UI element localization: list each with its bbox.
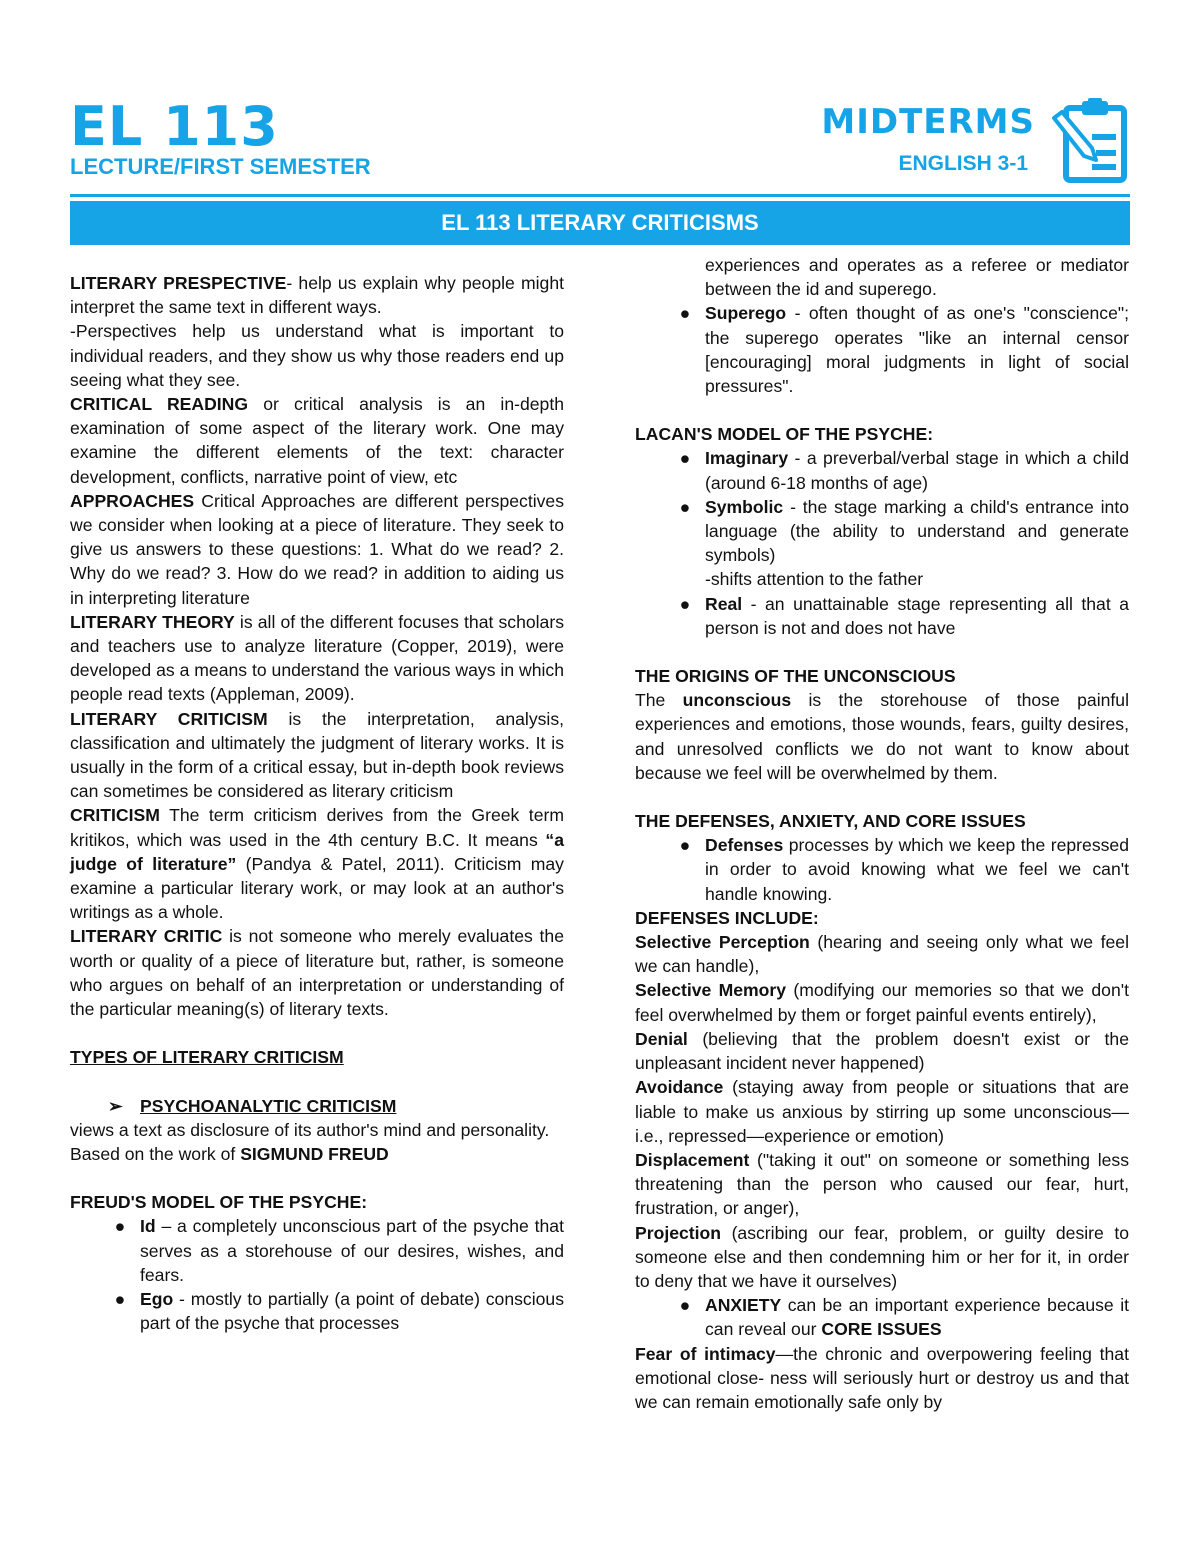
list-item — [635, 301, 1129, 398]
text: (Pandya & Patel, 2011). Criticism may examine a particular literary work, or may look at an author's writings as a whole. — [70, 853, 564, 923]
term: CORE ISSUES — [821, 1319, 942, 1340]
def-item — [635, 1075, 1129, 1148]
text: The — [635, 690, 683, 711]
text: is the interpretation, analysis, classification and ultimately the judgment of literary works. It is usually in the form of a critical essay, but in-depth book reviews can sometimes be considered as literary criticism — [70, 708, 565, 802]
right-column — [635, 253, 1129, 1414]
heading-defenses-include: DEFENSES INCLUDE: — [635, 907, 819, 928]
paragraph-psycho: views a text as disclosure of its author's mind and personality. — [70, 1119, 550, 1140]
superego-list — [635, 301, 1129, 398]
text: Based on the work of — [70, 1143, 241, 1164]
term: LITERARY PRESPECTIVE — [70, 273, 287, 293]
text: (believing that the problem doesn't exist or the unpleasant incident never happened) — [635, 1028, 1129, 1074]
paragraph-perspectives: -Perspectives help us understand what is important to individual readers, and they show us why those readers end up seeing what they see. — [70, 321, 564, 390]
term: Denial — [635, 1028, 688, 1049]
text: (staying away from people or situations that are liable to make us anxious by stirring up some unconscious—i.e., repressed—experience or emotion) — [635, 1077, 1129, 1146]
paragraph-unconscious — [635, 688, 1129, 785]
text: is the storehouse of those painful experiences and emotions, those wounds, fears, guilty desires, and unresolved conflicts we do not want to know about because we feel will be overwhelmed by them. — [635, 690, 1129, 783]
list-item — [635, 495, 1129, 592]
text: (ascribing our fear, problem, or guilty desire to someone else and then condemning him or her for it, in order to deny that we have it ourselves) — [635, 1222, 1129, 1291]
text: - an unattainable stage representing all that a person is not and does not have — [705, 593, 1129, 638]
text: is all of the different focuses that scholars and teachers use to analyze literature (Copper, 2019), were developed as a means to understand the various ways in which people read texts (Appleman, 2009). — [70, 611, 565, 705]
list-item — [70, 1214, 564, 1287]
header-right — [770, 98, 1130, 188]
bullet-icon: ● — [679, 303, 691, 324]
text: (modifying our memories so that we don't feel overwhelmed by them or forget painful events entirely), — [635, 980, 1129, 1025]
bullet-icon: ● — [679, 496, 691, 517]
def-item — [635, 978, 1129, 1026]
text: - the stage marking a child's entrance into language (the ability to understand and generate symbols) — [705, 496, 1129, 566]
text: Critical Approaches are different perspectives we consider when looking at a piece of literature. They seek to give us answers to these questions: 1. What do we read? 2. Why do we read? 3. How do we read? in addition to aiding us in interpreting literature — [70, 490, 564, 608]
text: - help us explain why people might interpret the same text in different ways. — [70, 273, 565, 318]
text: is not someone who merely evaluates the worth or quality of a piece of literature but, rather, is someone who argues on behalf of an interpretation or understanding of the particular meaning(s) of literary texts. — [70, 926, 564, 1020]
text: - a preverbal/verbal stage in which a child (around 6-18 months of age) — [705, 448, 1129, 493]
bullet-icon: ● — [679, 835, 691, 856]
paragraph-literary-theory — [70, 610, 564, 707]
text: or critical analysis is an in-depth examination of some aspect of the literary work. One may examine the different elements of the text: character development, conflicts, narrative point of view, etc — [70, 394, 564, 487]
bullet-icon: ● — [114, 1216, 126, 1237]
paragraph-literary-critic — [70, 924, 564, 1021]
def-item — [635, 1221, 1129, 1294]
quote: “a judge of literature” — [70, 829, 564, 874]
text: can be an important experience because it can reveal our — [705, 1295, 1129, 1340]
term: Defenses — [705, 835, 784, 856]
term: CRITICISM — [70, 805, 160, 826]
name: SIGMUND FREUD — [240, 1143, 389, 1164]
course-subtitle: LECTURE/FIRST SEMESTER — [70, 154, 371, 179]
term: LITERARY CRITICISM — [70, 708, 268, 729]
text: – a completely unconscious part of the psyche that serves as a storehouse of our desires, wishes, and fears. — [140, 1216, 564, 1285]
arrow-bullet-icon: ➢ — [108, 1095, 123, 1116]
paragraph-literary-perspective — [70, 271, 564, 319]
term: Symbolic — [705, 496, 784, 517]
bullet-icon: ● — [114, 1288, 126, 1309]
header-left — [70, 95, 371, 180]
term: Id — [140, 1216, 156, 1237]
paragraph-critical-reading — [70, 392, 564, 489]
heading-types: TYPES OF LITERARY CRITICISM — [70, 1047, 344, 1068]
left-column — [70, 271, 564, 1335]
heading-freud: FREUD'S MODEL OF THE PSYCHE: — [70, 1192, 368, 1213]
term: Avoidance — [635, 1077, 724, 1098]
heading-text: PSYCHOANALYTIC CRITICISM — [140, 1095, 397, 1116]
note: -shifts attention to the father — [705, 569, 924, 590]
text: (hearing and seeing only what we feel we can handle), — [635, 932, 1129, 977]
defenses-list — [635, 833, 1129, 906]
term: Selective Memory — [635, 980, 787, 1001]
text: The term criticism derives from the Greek term kritikos, which was used in the 4th century B.C. It means — [70, 805, 564, 850]
header-rule — [70, 194, 1130, 197]
def-item — [635, 1148, 1129, 1221]
list-item — [635, 833, 1129, 906]
heading-psychoanalytic — [70, 1094, 564, 1118]
def-item — [635, 930, 1129, 978]
term: Superego — [705, 303, 787, 324]
lacan-list — [635, 446, 1129, 640]
paragraph-approaches — [70, 489, 564, 610]
list-item — [70, 1287, 564, 1335]
term-title: MIDTERMS — [821, 102, 1035, 142]
term: Fear of intimacy — [635, 1343, 776, 1364]
term: CRITICAL READING — [70, 394, 249, 415]
term: Projection — [635, 1222, 722, 1243]
text: processes by which we keep the repressed in order to avoid knowing what we feel we can't handle knowing. — [705, 835, 1129, 904]
section-label: ENGLISH 3-1 — [898, 152, 1028, 175]
term: Selective Perception — [635, 932, 810, 953]
term: LITERARY THEORY — [70, 611, 235, 632]
anxiety-list — [635, 1293, 1129, 1341]
text: - mostly to partially (a point of debate) conscious part of the psyche that processes — [140, 1288, 564, 1334]
term: APPROACHES — [70, 490, 195, 511]
bullet-icon: ● — [679, 593, 691, 614]
paragraph-based-on — [70, 1142, 564, 1166]
list-item — [635, 592, 1129, 640]
list-item — [635, 446, 1129, 494]
paragraph-criticism — [70, 803, 564, 924]
text: - often thought of as one's "conscience"; the superego operates "like an internal censor [encouraging] moral judgments in light of social pressures". — [705, 303, 1129, 397]
bullet-icon: ● — [679, 448, 691, 469]
term: ANXIETY — [705, 1295, 782, 1316]
term: Displacement — [635, 1149, 750, 1170]
paragraph-fear-intimacy — [635, 1342, 1129, 1415]
heading-defenses: THE DEFENSES, ANXIETY, AND CORE ISSUES — [635, 811, 1026, 832]
heading-lacan: LACAN'S MODEL OF THE PSYCHE: — [635, 424, 934, 445]
text: —the chronic and overpowering feeling that emotional close- ness will seriously hurt or destroy us and that we can remain emotionally safe only by — [635, 1343, 1129, 1412]
list-item — [635, 1293, 1129, 1341]
paragraph-literary-criticism — [70, 707, 564, 804]
term: Imaginary — [705, 448, 789, 469]
bullet-icon: ● — [679, 1295, 691, 1316]
term: Real — [705, 593, 743, 614]
freud-list — [70, 1214, 564, 1335]
course-code: EL 113 — [70, 95, 279, 158]
text: ("taking it out" on someone or something less threatening than the person who caused our fear, hurt, frustration, or anger), — [635, 1149, 1129, 1219]
section-banner: EL 113 LITERARY CRITICISMS — [70, 201, 1130, 245]
clipboard-pencil-icon — [1052, 98, 1130, 184]
term: unconscious — [682, 690, 792, 711]
heading-origins: THE ORIGINS OF THE UNCONSCIOUS — [635, 666, 956, 687]
term: LITERARY CRITIC — [70, 926, 223, 947]
def-item — [635, 1027, 1129, 1075]
term: Ego — [140, 1288, 174, 1309]
ego-continued: experiences and operates as a referee or mediator between the id and superego. — [705, 255, 1129, 300]
